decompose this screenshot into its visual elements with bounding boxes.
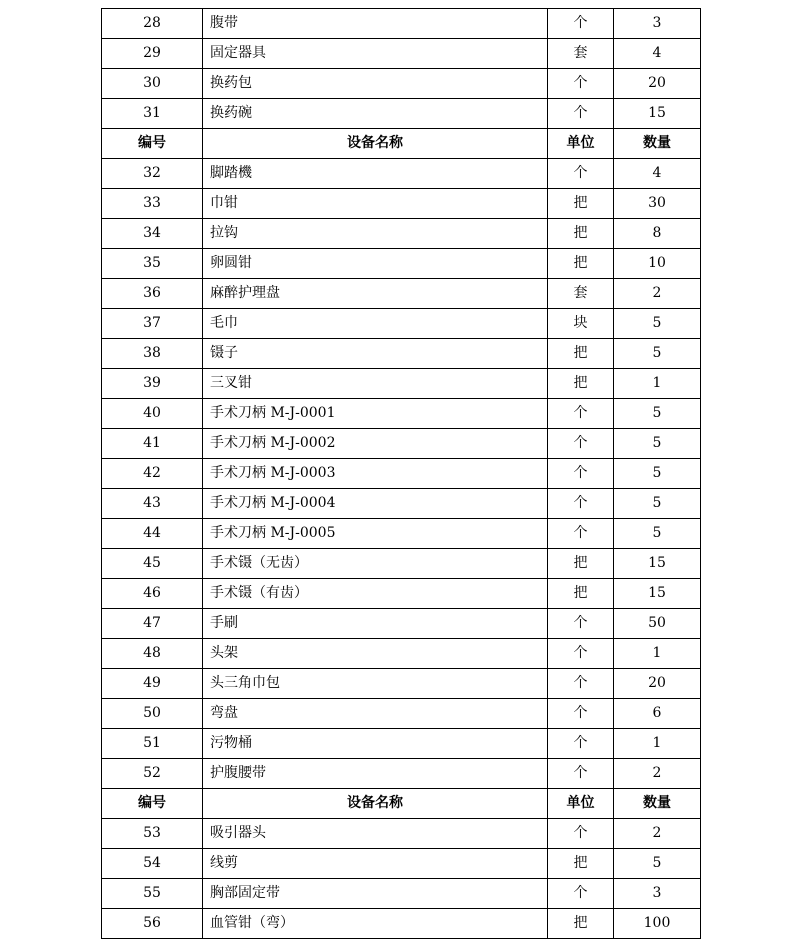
item-name: 血管钳（弯） (203, 909, 548, 939)
item-unit: 把 (548, 339, 614, 369)
item-number: 52 (102, 759, 203, 789)
item-number: 33 (102, 189, 203, 219)
item-number: 39 (102, 369, 203, 399)
item-name: 换药碗 (203, 99, 548, 129)
item-unit: 套 (548, 279, 614, 309)
item-number: 36 (102, 279, 203, 309)
item-unit: 个 (548, 489, 614, 519)
item-unit: 个 (548, 159, 614, 189)
item-unit: 把 (548, 189, 614, 219)
item-quantity: 6 (614, 699, 701, 729)
item-name: 拉钩 (203, 219, 548, 249)
equipment-table-body (102, 9, 701, 939)
item-quantity: 10 (614, 249, 701, 279)
header-num: 编号 (102, 129, 203, 159)
item-name: 手术刀柄 M-J-0004 (203, 489, 548, 519)
table-row (102, 879, 701, 909)
table-row (102, 189, 701, 219)
item-number: 50 (102, 699, 203, 729)
item-quantity: 100 (614, 909, 701, 939)
header-unit: 单位 (548, 789, 614, 819)
item-number: 51 (102, 729, 203, 759)
item-name: 头三角巾包 (203, 669, 548, 699)
item-name: 吸引器头 (203, 819, 548, 849)
item-name: 卵圆钳 (203, 249, 548, 279)
item-number: 47 (102, 609, 203, 639)
table-row (102, 429, 701, 459)
item-number: 56 (102, 909, 203, 939)
table-row (102, 669, 701, 699)
item-unit: 个 (548, 729, 614, 759)
item-unit: 把 (548, 249, 614, 279)
header-name: 设备名称 (203, 129, 548, 159)
item-unit: 把 (548, 549, 614, 579)
item-unit: 个 (548, 879, 614, 909)
item-number: 48 (102, 639, 203, 669)
item-unit: 个 (548, 609, 614, 639)
item-number: 49 (102, 669, 203, 699)
table-row (102, 489, 701, 519)
item-quantity: 30 (614, 189, 701, 219)
item-quantity: 8 (614, 219, 701, 249)
table-row (102, 369, 701, 399)
table-row (102, 849, 701, 879)
item-number: 55 (102, 879, 203, 909)
item-quantity: 5 (614, 849, 701, 879)
table-header-row (102, 789, 701, 819)
table-row (102, 219, 701, 249)
item-quantity: 20 (614, 669, 701, 699)
item-name: 脚踏機 (203, 159, 548, 189)
table-row (102, 759, 701, 789)
table-row (102, 609, 701, 639)
item-unit: 个 (548, 519, 614, 549)
table-row (102, 549, 701, 579)
header-qty: 数量 (614, 789, 701, 819)
item-unit: 把 (548, 369, 614, 399)
table-row (102, 639, 701, 669)
table-row (102, 459, 701, 489)
header-name: 设备名称 (203, 789, 548, 819)
table-header-row (102, 129, 701, 159)
item-name: 胸部固定带 (203, 879, 548, 909)
item-name: 巾钳 (203, 189, 548, 219)
item-name: 手术镊（无齿） (203, 549, 548, 579)
item-number: 46 (102, 579, 203, 609)
item-number: 37 (102, 309, 203, 339)
item-number: 44 (102, 519, 203, 549)
table-row (102, 729, 701, 759)
item-unit: 把 (548, 219, 614, 249)
item-quantity: 2 (614, 279, 701, 309)
item-name: 手刷 (203, 609, 548, 639)
item-number: 30 (102, 69, 203, 99)
table-row (102, 339, 701, 369)
item-unit: 个 (548, 459, 614, 489)
item-name: 手术刀柄 M-J-0001 (203, 399, 548, 429)
item-unit: 把 (548, 579, 614, 609)
table-row (102, 399, 701, 429)
equipment-table (101, 8, 701, 939)
item-unit: 个 (548, 699, 614, 729)
table-row (102, 579, 701, 609)
item-number: 43 (102, 489, 203, 519)
item-quantity: 1 (614, 369, 701, 399)
item-unit: 个 (548, 399, 614, 429)
table-row (102, 69, 701, 99)
item-name: 护腹腰带 (203, 759, 548, 789)
table-row (102, 309, 701, 339)
item-unit: 把 (548, 909, 614, 939)
table-row (102, 699, 701, 729)
item-number: 35 (102, 249, 203, 279)
item-quantity: 3 (614, 9, 701, 39)
item-quantity: 4 (614, 39, 701, 69)
header-num: 编号 (102, 789, 203, 819)
item-name: 三叉钳 (203, 369, 548, 399)
item-quantity: 1 (614, 729, 701, 759)
header-unit: 单位 (548, 129, 614, 159)
item-number: 42 (102, 459, 203, 489)
table-row (102, 9, 701, 39)
item-name: 弯盘 (203, 699, 548, 729)
item-name: 手术刀柄 M-J-0003 (203, 459, 548, 489)
item-number: 41 (102, 429, 203, 459)
item-quantity: 5 (614, 429, 701, 459)
item-unit: 套 (548, 39, 614, 69)
item-quantity: 5 (614, 489, 701, 519)
item-number: 38 (102, 339, 203, 369)
item-name: 污物桶 (203, 729, 548, 759)
item-name: 镊子 (203, 339, 548, 369)
item-name: 手术刀柄 M-J-0005 (203, 519, 548, 549)
item-quantity: 5 (614, 519, 701, 549)
item-quantity: 2 (614, 759, 701, 789)
item-number: 40 (102, 399, 203, 429)
item-quantity: 5 (614, 459, 701, 489)
item-number: 53 (102, 819, 203, 849)
item-quantity: 50 (614, 609, 701, 639)
item-name: 毛巾 (203, 309, 548, 339)
item-number: 32 (102, 159, 203, 189)
table-row (102, 99, 701, 129)
item-unit: 个 (548, 669, 614, 699)
table-row (102, 819, 701, 849)
item-number: 28 (102, 9, 203, 39)
header-qty: 数量 (614, 129, 701, 159)
item-quantity: 15 (614, 579, 701, 609)
table-row (102, 909, 701, 939)
table-row (102, 159, 701, 189)
item-unit: 个 (548, 9, 614, 39)
item-name: 换药包 (203, 69, 548, 99)
item-unit: 个 (548, 759, 614, 789)
item-quantity: 15 (614, 549, 701, 579)
table-row (102, 519, 701, 549)
item-number: 45 (102, 549, 203, 579)
table-row (102, 39, 701, 69)
item-name: 手术刀柄 M-J-0002 (203, 429, 548, 459)
item-number: 54 (102, 849, 203, 879)
item-quantity: 5 (614, 309, 701, 339)
item-unit: 个 (548, 99, 614, 129)
item-name: 头架 (203, 639, 548, 669)
item-unit: 块 (548, 309, 614, 339)
item-number: 34 (102, 219, 203, 249)
item-quantity: 5 (614, 399, 701, 429)
item-quantity: 5 (614, 339, 701, 369)
item-unit: 个 (548, 69, 614, 99)
item-name: 腹带 (203, 9, 548, 39)
item-quantity: 20 (614, 69, 701, 99)
item-name: 固定器具 (203, 39, 548, 69)
item-quantity: 15 (614, 99, 701, 129)
item-number: 29 (102, 39, 203, 69)
item-name: 手术镊（有齿） (203, 579, 548, 609)
item-unit: 个 (548, 819, 614, 849)
item-quantity: 1 (614, 639, 701, 669)
item-quantity: 3 (614, 879, 701, 909)
item-name: 麻醉护理盘 (203, 279, 548, 309)
table-row (102, 249, 701, 279)
table-row (102, 279, 701, 309)
item-unit: 个 (548, 639, 614, 669)
item-quantity: 4 (614, 159, 701, 189)
item-unit: 把 (548, 849, 614, 879)
item-quantity: 2 (614, 819, 701, 849)
item-unit: 个 (548, 429, 614, 459)
item-name: 线剪 (203, 849, 548, 879)
item-number: 31 (102, 99, 203, 129)
